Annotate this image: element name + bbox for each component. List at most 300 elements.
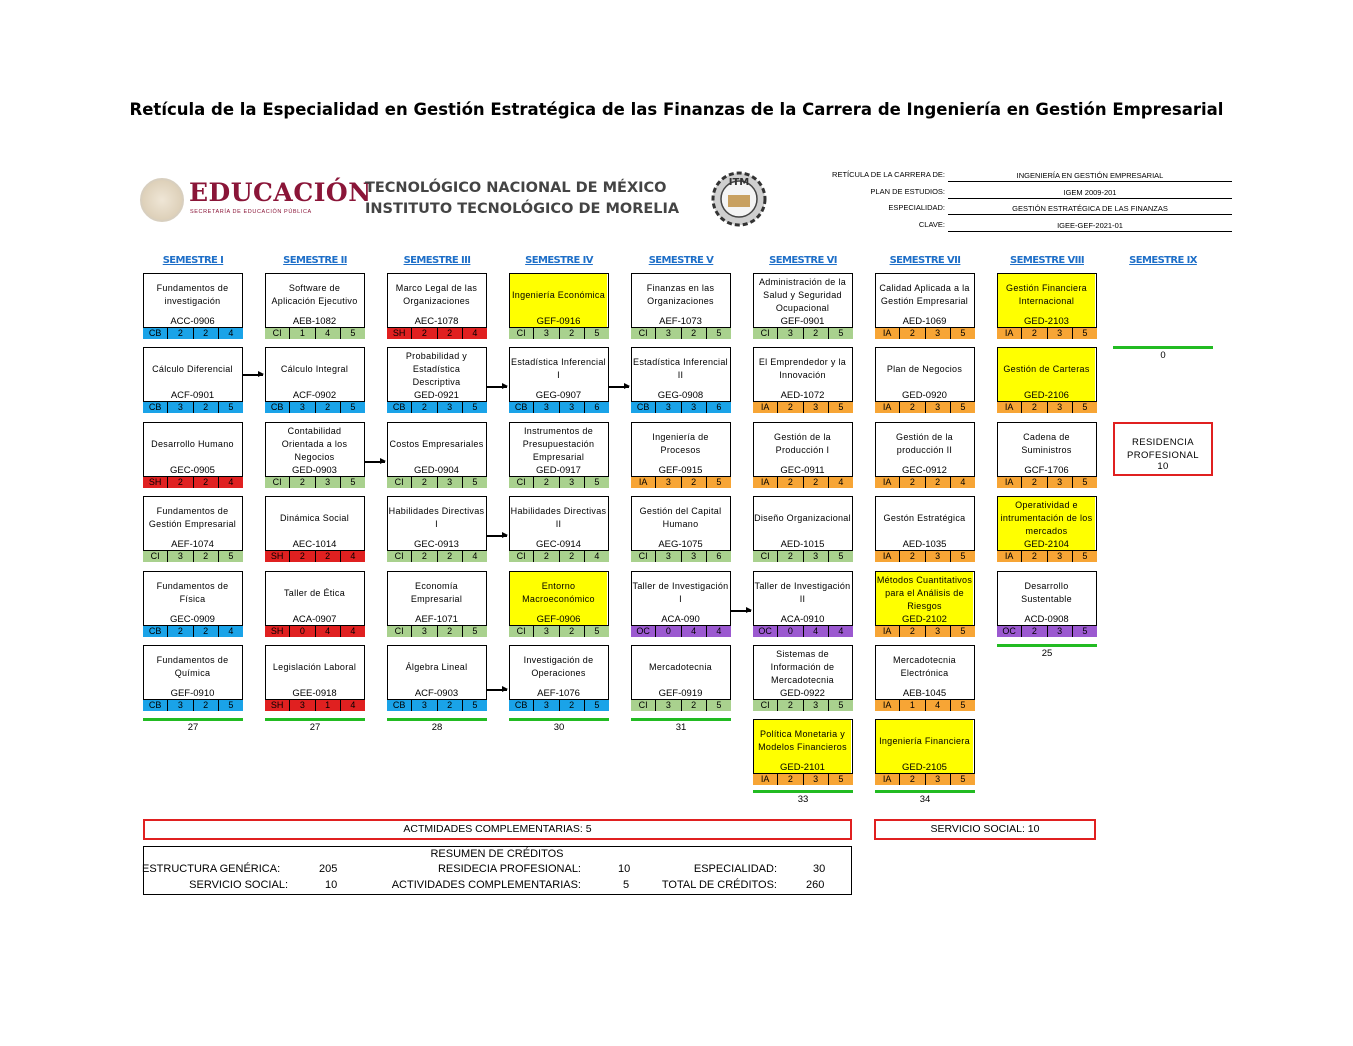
credit-value: 3 <box>534 626 559 637</box>
total-line <box>997 644 1097 647</box>
course-cell <box>631 571 731 637</box>
credit-value: 2 <box>194 402 219 413</box>
credit-value: 2 <box>290 551 315 562</box>
credit-row <box>143 327 243 339</box>
credit-value: 3 <box>926 774 951 785</box>
summary-label: RESIDECIA PROFESIONAL: <box>437 863 581 875</box>
credit-row <box>143 476 243 488</box>
course-name: Álgebra Lineal <box>405 661 468 672</box>
credit-row <box>143 401 243 413</box>
course-name: Mercadotecnia Electrónica <box>893 655 956 678</box>
course-cell <box>631 422 731 488</box>
credit-type: CB <box>143 626 168 637</box>
course-code: ACA-090 <box>661 614 700 625</box>
course-name: Probabilidad y Estadística Descriptiva <box>405 350 468 387</box>
course-code: AED-1072 <box>780 390 825 401</box>
credit-value: 2 <box>412 551 437 562</box>
course-name: Taller de Investigación I <box>632 581 729 604</box>
credit-value: 2 <box>900 551 925 562</box>
credit-value: 5 <box>585 477 609 488</box>
credit-value: 2 <box>900 626 925 637</box>
credit-value: 4 <box>707 626 731 637</box>
credit-value: 3 <box>290 402 315 413</box>
credit-row <box>753 550 853 562</box>
course-cell <box>875 645 975 711</box>
credit-value: 2 <box>560 551 585 562</box>
course-cell <box>143 496 243 562</box>
course-code: GEC-0911 <box>780 465 825 476</box>
credit-value: 2 <box>412 328 437 339</box>
credit-value: 3 <box>656 551 681 562</box>
credit-value: 4 <box>682 626 707 637</box>
course-code: AED-1069 <box>902 316 947 327</box>
credit-row <box>753 401 853 413</box>
course-cell <box>875 571 975 637</box>
credit-type: IA <box>875 700 900 711</box>
credit-value: 5 <box>463 700 487 711</box>
credit-row <box>631 401 731 413</box>
course-cell <box>753 571 853 637</box>
credit-type: CB <box>631 402 656 413</box>
prerequisite-arrow-icon <box>487 535 507 537</box>
semester-header: SEMESTRE IV <box>525 255 593 266</box>
credit-value: 1 <box>900 700 925 711</box>
course-name: Fundamentos de Química <box>156 655 229 678</box>
credit-value: 5 <box>585 700 609 711</box>
course-code: GED-0904 <box>414 465 459 476</box>
credit-type: CB <box>509 402 534 413</box>
credit-value: 2 <box>316 551 341 562</box>
credit-value: 2 <box>168 477 193 488</box>
credit-type: CI <box>753 551 778 562</box>
prerequisite-arrow-icon <box>609 386 629 388</box>
credit-value: 4 <box>585 551 609 562</box>
credit-type: IA <box>753 774 778 785</box>
semester-total: 0 <box>1160 350 1166 361</box>
prerequisite-arrow-icon <box>243 374 263 376</box>
info-value: IGEM 2009-201 <box>948 187 1232 199</box>
credit-value: 3 <box>168 700 193 711</box>
credit-row <box>875 401 975 413</box>
credit-value: 2 <box>438 328 463 339</box>
course-name: Gestión de la Producción I <box>774 432 831 455</box>
course-code: GEF-0910 <box>170 688 215 699</box>
total-line <box>509 718 609 721</box>
credit-value: 2 <box>900 328 925 339</box>
course-code: GED-0903 <box>292 465 337 476</box>
course-cell <box>753 273 853 339</box>
total-line <box>1113 346 1213 349</box>
credit-value: 5 <box>463 626 487 637</box>
course-cell <box>875 347 975 413</box>
credit-type: CI <box>509 626 534 637</box>
course-name: Estadística Inferencial I <box>511 357 606 380</box>
course-cell <box>509 645 609 711</box>
prerequisite-arrow-icon <box>365 461 385 463</box>
credit-type: CB <box>143 402 168 413</box>
prerequisite-arrow-icon <box>487 689 507 691</box>
credit-type: CI <box>631 700 656 711</box>
credit-value: 2 <box>438 551 463 562</box>
summary-label: SERVICIO SOCIAL: <box>189 879 288 891</box>
info-label: PLAN DE ESTUDIOS: <box>870 187 945 196</box>
course-cell <box>265 645 365 711</box>
credit-row <box>387 401 487 413</box>
credit-row <box>875 327 975 339</box>
credit-value: 5 <box>829 402 853 413</box>
course-code: GED-2102 <box>876 614 973 625</box>
course-code: ACF-0902 <box>292 390 337 401</box>
residencia-box <box>1113 422 1213 476</box>
total-line <box>265 718 365 721</box>
course-cell <box>875 422 975 488</box>
credit-value: 2 <box>682 477 707 488</box>
course-code: GCF-1706 <box>1024 465 1069 476</box>
course-cell <box>265 347 365 413</box>
info-label: RETÍCULA DE LA CARRERA DE: <box>832 170 945 179</box>
credit-type: IA <box>875 328 900 339</box>
summary-value: 260 <box>806 879 825 891</box>
course-code: GEC-0914 <box>536 539 581 550</box>
credit-value: 5 <box>707 700 731 711</box>
credit-value: 3 <box>656 402 681 413</box>
credit-row <box>509 401 609 413</box>
edu-word: EDUCACIÓN <box>189 178 372 207</box>
semester-total: 30 <box>553 722 565 733</box>
credit-value: 3 <box>560 402 585 413</box>
credit-row <box>997 327 1097 339</box>
credit-value: 3 <box>926 626 951 637</box>
credit-type: SH <box>265 551 290 562</box>
credit-type: CB <box>143 700 168 711</box>
credit-value: 4 <box>926 700 951 711</box>
credit-value: 2 <box>560 328 585 339</box>
course-name: Fundamentos de Gestión Empresarial <box>148 506 237 529</box>
summary-label: ESTRUCTURA GENÉRICA: <box>142 863 281 875</box>
credit-value: 2 <box>926 477 951 488</box>
credit-value: 3 <box>656 328 681 339</box>
credit-row <box>265 699 365 711</box>
credit-value: 3 <box>926 551 951 562</box>
course-name: Gestión Financiera Internacional <box>998 274 1095 316</box>
credit-value: 5 <box>951 774 975 785</box>
credit-value: 5 <box>585 626 609 637</box>
credit-value: 4 <box>829 626 853 637</box>
credit-value: 5 <box>463 402 487 413</box>
credit-value: 4 <box>219 477 243 488</box>
course-cell <box>753 645 853 711</box>
credit-value: 3 <box>926 402 951 413</box>
semester-header: SEMESTRE VII <box>889 255 961 266</box>
institution-name <box>365 178 679 220</box>
credit-value: 2 <box>682 700 707 711</box>
course-name: Gestión del Capital Humano <box>639 506 722 529</box>
credit-value: 2 <box>778 551 803 562</box>
credit-value: 1 <box>316 700 341 711</box>
course-cell <box>631 645 731 711</box>
total-line <box>875 790 975 793</box>
credit-type: SH <box>265 626 290 637</box>
credit-value: 2 <box>412 402 437 413</box>
credit-value: 5 <box>951 402 975 413</box>
credit-row <box>875 476 975 488</box>
residencia-line: PROFESIONAL <box>1127 450 1199 461</box>
semester-header: SEMESTRE VI <box>769 255 837 266</box>
residencia-line: RESIDENCIA <box>1131 437 1195 448</box>
semester-total: 34 <box>919 794 931 805</box>
semester-total: 28 <box>431 722 443 733</box>
credit-value: 5 <box>219 402 243 413</box>
course-cell <box>509 347 609 413</box>
credit-row <box>997 476 1097 488</box>
credit-value: 2 <box>438 700 463 711</box>
semester-header: SEMESTRE III <box>403 255 471 266</box>
course-name: Plan de Negocios <box>886 363 963 374</box>
credit-value: 6 <box>707 551 731 562</box>
course-cell <box>387 422 487 488</box>
course-code: AEC-1014 <box>292 539 337 550</box>
credit-value: 6 <box>707 402 731 413</box>
sep-logo <box>140 178 372 222</box>
credit-value: 2 <box>900 402 925 413</box>
credit-row <box>387 550 487 562</box>
credit-row <box>509 327 609 339</box>
credit-row <box>753 327 853 339</box>
course-name: Gestión de Carteras <box>998 348 1095 390</box>
summary-value: 10 <box>325 879 338 891</box>
course-code: ACF-0903 <box>414 688 459 699</box>
credit-value: 5 <box>585 328 609 339</box>
credit-row <box>753 625 853 637</box>
credit-value: 3 <box>534 328 559 339</box>
credit-value: 5 <box>1073 626 1097 637</box>
summary-value: 5 <box>623 879 630 891</box>
credit-row <box>631 625 731 637</box>
credit-value: 3 <box>778 328 803 339</box>
course-name: Operatividad e intrumentación de los mercados <box>998 497 1095 539</box>
credit-row <box>143 625 243 637</box>
course-name: Investigación de Operaciones <box>523 655 594 678</box>
semester-header: SEMESTRE I <box>162 255 224 266</box>
credit-value: 4 <box>463 551 487 562</box>
itm-text: ITM <box>728 177 750 188</box>
eagle-seal-icon <box>140 178 184 222</box>
credit-type: IA <box>997 551 1022 562</box>
credit-value: 5 <box>707 477 731 488</box>
credit-value: 5 <box>1073 551 1097 562</box>
course-code: GED-2105 <box>876 762 973 773</box>
semester-total: 27 <box>187 722 199 733</box>
course-cell <box>387 347 487 413</box>
credit-type: CI <box>265 328 290 339</box>
summary-value: 30 <box>813 863 826 875</box>
course-code: ACD-0908 <box>1024 614 1069 625</box>
page-title: Retícula de la Especialidad en Gestión Estratégica de las Finanzas de la Carrera de Ingeniería en Gestión Empresarial <box>129 100 1224 119</box>
credit-type: IA <box>875 477 900 488</box>
credit-type: CI <box>143 551 168 562</box>
prerequisite-arrow-icon <box>731 610 751 612</box>
credit-value: 2 <box>534 477 559 488</box>
credit-value: 2 <box>412 477 437 488</box>
course-code: GEF-0906 <box>510 614 607 625</box>
credit-value: 3 <box>168 402 193 413</box>
credit-row <box>997 550 1097 562</box>
credit-row <box>143 550 243 562</box>
credit-row <box>875 699 975 711</box>
course-name: Cálculo Integral <box>280 363 349 374</box>
course-name: Legislación Laboral <box>272 661 357 672</box>
course-name: Cálculo Diferencial <box>152 363 233 374</box>
course-code: GED-2101 <box>754 762 851 773</box>
credit-row <box>509 625 609 637</box>
credit-type: SH <box>143 477 168 488</box>
credit-value: 2 <box>290 477 315 488</box>
credit-value: 3 <box>534 402 559 413</box>
course-cell <box>143 571 243 637</box>
credit-value: 2 <box>316 402 341 413</box>
credit-type: IA <box>753 402 778 413</box>
tnm-line2: INSTITUTO TECNOLÓGICO DE MORELIA <box>365 201 680 217</box>
course-cell <box>997 347 1097 413</box>
credit-value: 4 <box>341 700 365 711</box>
course-cell <box>875 719 975 785</box>
credit-type: IA <box>631 477 656 488</box>
course-name: Cadena de Suministros <box>1021 432 1072 455</box>
credit-value: 2 <box>168 626 193 637</box>
credit-type: OC <box>997 626 1022 637</box>
credit-value: 4 <box>951 477 975 488</box>
course-code: GED-0917 <box>536 465 581 476</box>
credit-type: CB <box>265 402 290 413</box>
credit-row <box>875 625 975 637</box>
course-cell <box>387 645 487 711</box>
course-cell <box>753 496 853 562</box>
credit-row <box>265 327 365 339</box>
credit-value: 3 <box>438 477 463 488</box>
course-name: Finanzas en las Organizaciones <box>646 283 715 306</box>
course-name: Sistemas de Información de Mercadotecnia <box>770 648 835 685</box>
course-code: GEE-0918 <box>292 688 337 699</box>
course-cell <box>509 496 609 562</box>
summary-title: RESUMEN DE CRÉDITOS <box>430 848 564 860</box>
course-name: Taller de Investigación II <box>754 581 851 604</box>
credit-value: 4 <box>219 328 243 339</box>
course-name: Taller de Ética <box>283 587 346 598</box>
semester-header: SEMESTRE IX <box>1129 255 1197 266</box>
course-name: Dinámica Social <box>279 512 350 523</box>
course-code: AED-1015 <box>780 539 825 550</box>
credit-row <box>509 550 609 562</box>
credit-value: 4 <box>219 626 243 637</box>
course-cell <box>631 347 731 413</box>
course-code: ACA-0910 <box>780 614 825 625</box>
semester-total: 27 <box>309 722 321 733</box>
credit-value: 3 <box>1048 551 1073 562</box>
credit-type: CB <box>509 700 534 711</box>
course-name: Marco Legal de las Organizaciones <box>395 283 478 306</box>
credit-value: 0 <box>778 626 803 637</box>
course-code: GEC-0913 <box>414 539 459 550</box>
course-name: Diseño Organizacional <box>754 512 851 523</box>
credit-value: 3 <box>804 700 829 711</box>
credit-value: 5 <box>829 328 853 339</box>
credit-value: 3 <box>656 477 681 488</box>
course-code: AEB-1082 <box>292 316 337 327</box>
credit-row <box>509 699 609 711</box>
course-code: AED-1035 <box>902 539 947 550</box>
course-cell <box>631 273 731 339</box>
credit-type: CI <box>631 328 656 339</box>
course-name: Gestón Estratégica <box>883 512 966 523</box>
edu-subtitle: SECRETARÍA DE EDUCACIÓN PÚBLICA <box>190 209 312 215</box>
credit-value: 2 <box>1022 477 1047 488</box>
course-code: GEC-0909 <box>170 614 215 625</box>
credit-value: 3 <box>804 551 829 562</box>
info-value: IGEE-GEF-2021-01 <box>948 220 1232 232</box>
course-name: Desarrollo Humano <box>151 438 234 449</box>
summary-label: ESPECIALIDAD: <box>693 863 777 875</box>
credit-row <box>387 476 487 488</box>
course-cell <box>143 347 243 413</box>
credit-value: 5 <box>951 551 975 562</box>
course-name: Software de Aplicación Ejecutivo <box>271 283 358 306</box>
credit-row <box>387 327 487 339</box>
course-name: Ingeniería Financiera <box>876 720 973 762</box>
credit-type: OC <box>753 626 778 637</box>
course-cell <box>753 422 853 488</box>
actividades-box: ACTMIDADES COMPLEMENTARIAS: 5 <box>143 819 852 840</box>
credit-row <box>265 550 365 562</box>
course-cell <box>265 496 365 562</box>
summary-value: 10 <box>618 863 631 875</box>
credit-type: IA <box>875 626 900 637</box>
credit-type: CI <box>753 328 778 339</box>
course-cell <box>265 422 365 488</box>
credit-value: 6 <box>585 402 609 413</box>
course-cell <box>265 273 365 339</box>
credit-value: 4 <box>341 626 365 637</box>
course-name: Habilidades Directivas II <box>510 506 607 529</box>
course-code: GEC-0912 <box>902 465 947 476</box>
course-code: AEF-1071 <box>415 614 458 625</box>
credit-row <box>753 699 853 711</box>
course-code: GED-0920 <box>902 390 947 401</box>
credit-value: 3 <box>1048 477 1073 488</box>
credit-value: 4 <box>804 626 829 637</box>
credit-value: 2 <box>1022 328 1047 339</box>
credit-value: 3 <box>682 551 707 562</box>
course-name: Mercadotecnia <box>649 661 712 672</box>
course-code: AEF-1074 <box>171 539 214 550</box>
course-cell <box>143 422 243 488</box>
credit-value: 2 <box>778 402 803 413</box>
credit-value: 4 <box>316 328 341 339</box>
semester-header: SEMESTRE VIII <box>1010 255 1084 266</box>
credit-value: 3 <box>560 477 585 488</box>
info-label: ESPECIALIDAD: <box>888 203 945 212</box>
course-cell <box>387 273 487 339</box>
course-name: Ingeniería de Procesos <box>652 432 709 455</box>
credit-value: 0 <box>290 626 315 637</box>
course-code: ACC-0906 <box>170 316 215 327</box>
credit-value: 5 <box>1073 328 1097 339</box>
credit-row <box>265 401 365 413</box>
course-name: Fundamentos de Física <box>156 581 229 604</box>
credit-type: CI <box>387 626 412 637</box>
course-code: GEG-0908 <box>657 390 704 401</box>
credit-value: 3 <box>290 700 315 711</box>
credit-value: 5 <box>1073 402 1097 413</box>
